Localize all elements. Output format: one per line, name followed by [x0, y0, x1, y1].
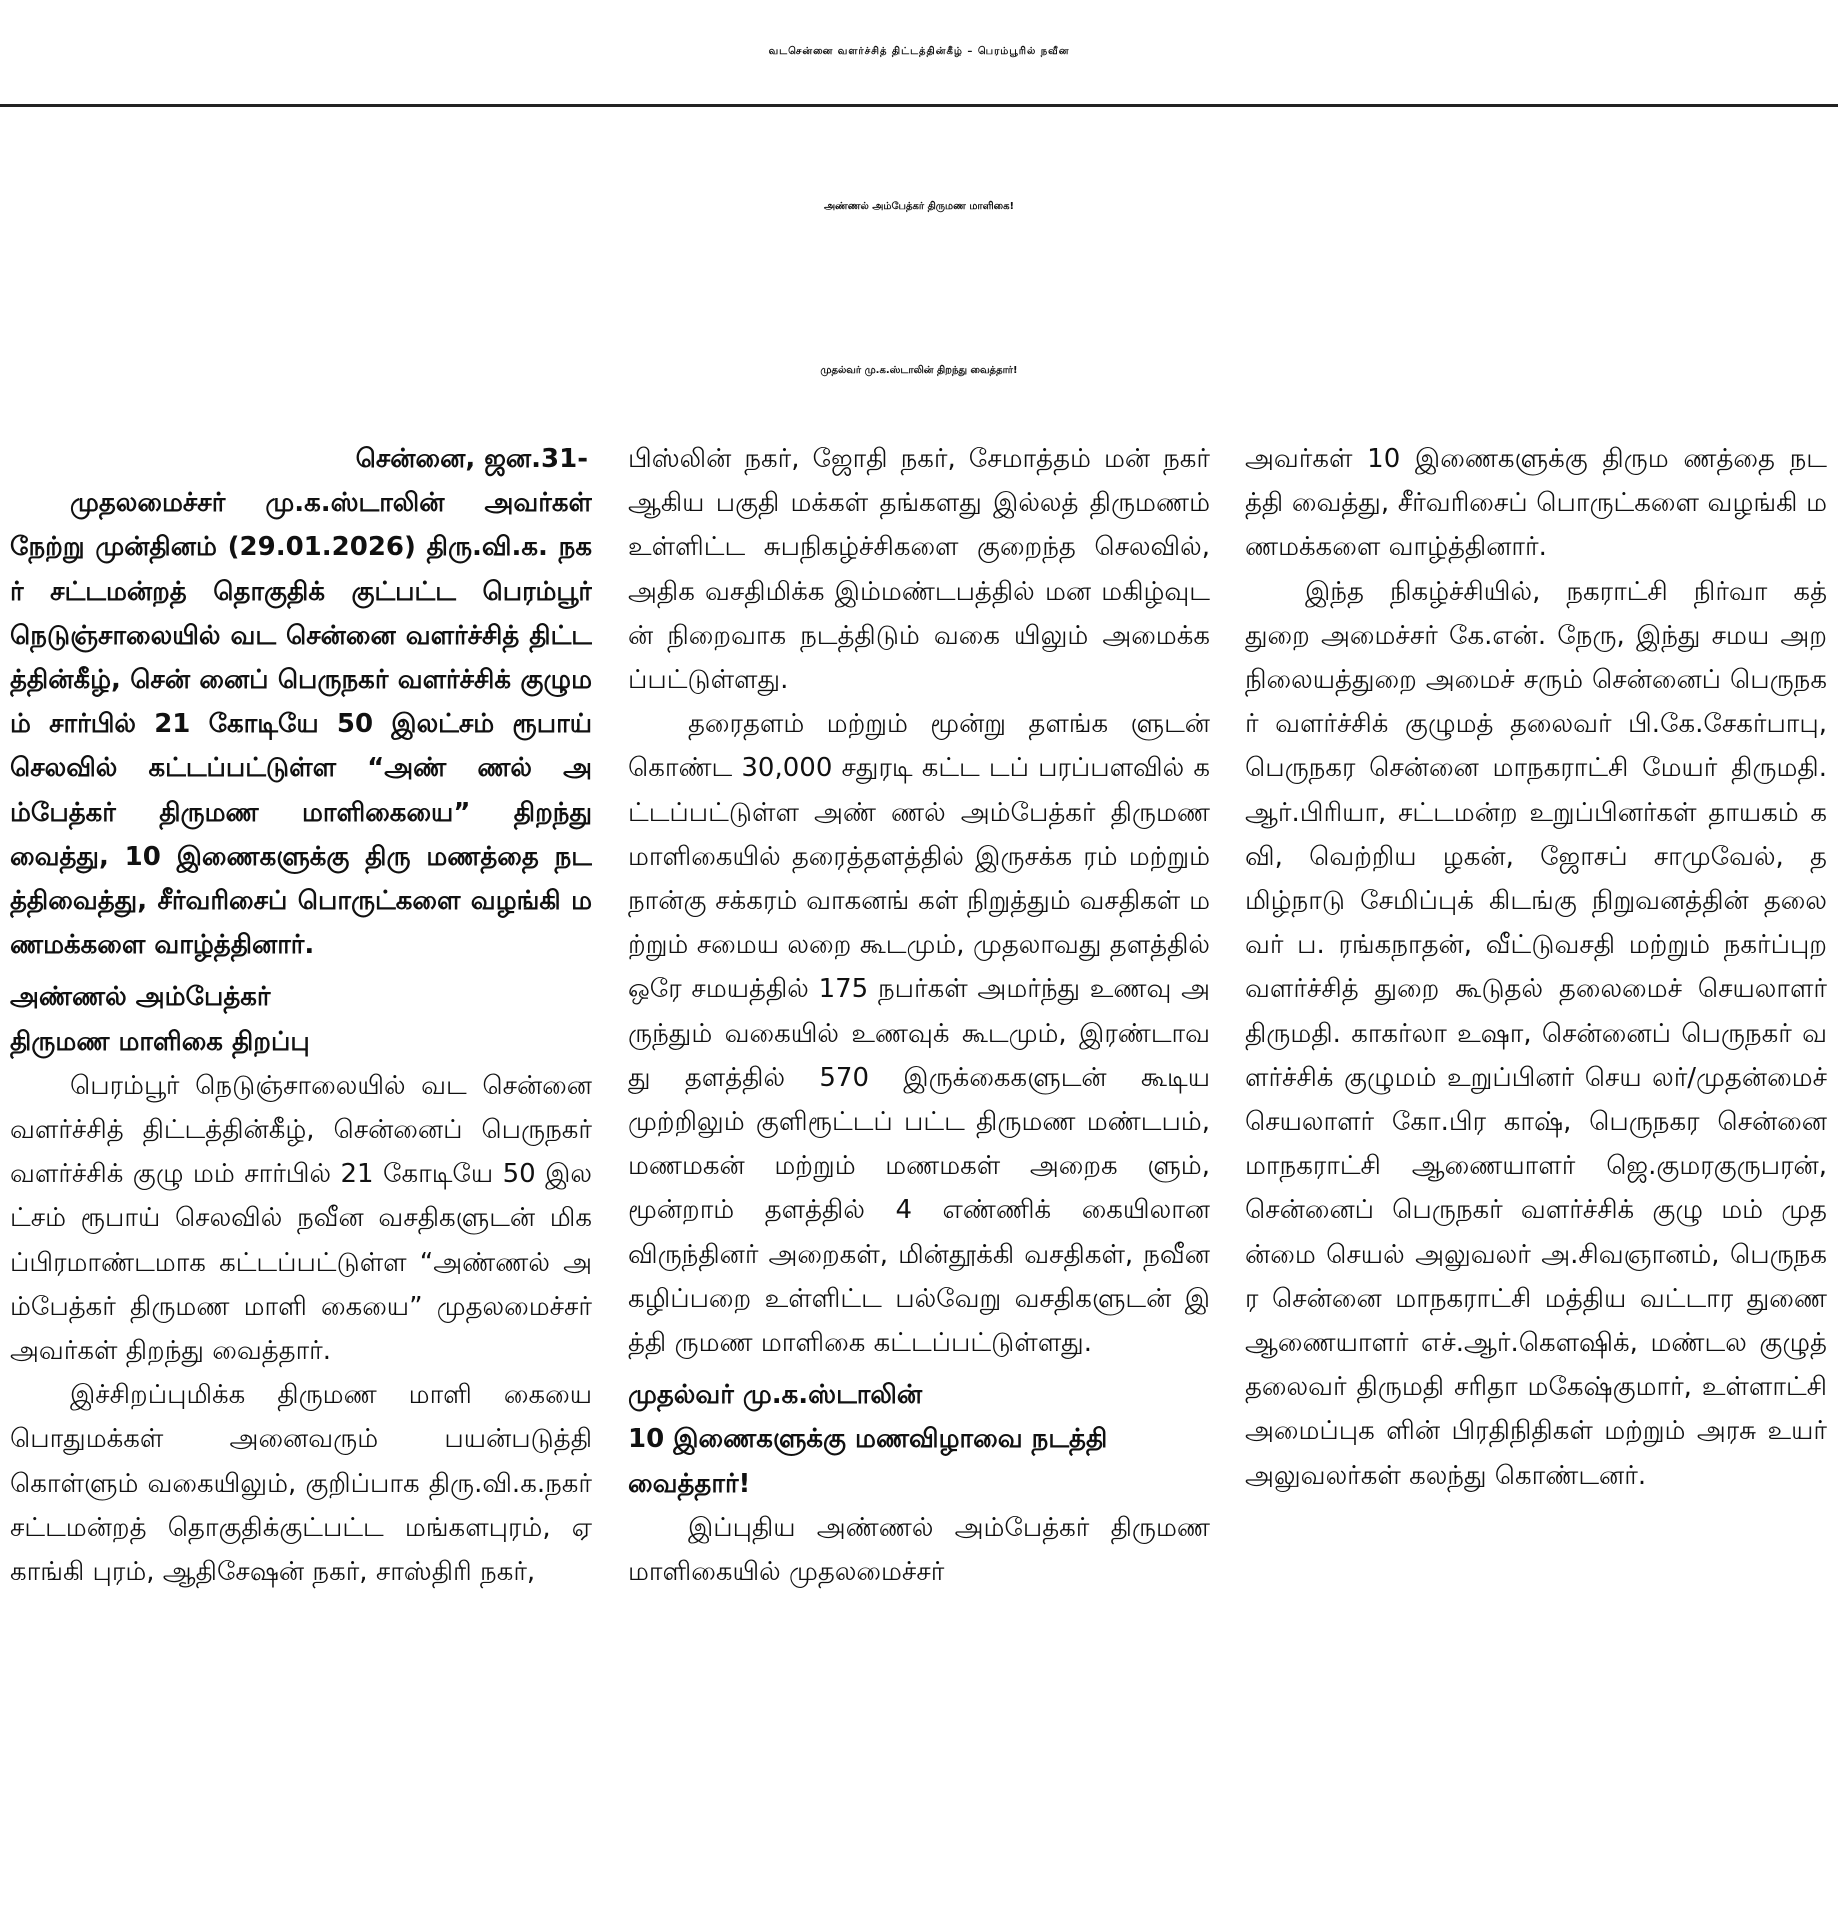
paragraph-1-1: பெரம்பூர் நெடுஞ்சாலையில் வட சென்னை வளர்ச்சித் திட்டத்தின்கீழ், சென்னைப் பெருநகர் வளர்ச்சிக் குழு மம் சார்பில் 21 கோடியே 50 இலட்சம் ரூபாய் செலவில் நவீன வசதிகளுடன் மிகப்பிரமாண்டமாக கட்டப்பட்டுள்ள “அண்ணல் அம்பேத்கர் திருமண மாளி கையை” முதலமைச்சர் அவர்கள் திறந்து வைத்தார்.: [10, 1070, 592, 1367]
article-column-3: [1245, 437, 1827, 1912]
paragraph-3-2: இந்த நிகழ்ச்சியில், நகராட்சி நிர்வா கத் துறை அமைச்சர் கே.என். நேரு, இந்து சமய அறநிலையத்துறை அமைச் சரும் சென்னைப் பெருநகர் வளர்ச்சிக் குழுமத் தலைவர் பி.கே.சேகர்பாபு, பெருநகர சென்னை மாநகராட்சி மேயர் திருமதி.ஆர்.பிரியா, சட்டமன்ற உறுப்பினர்கள் தாயகம் கவி, வெற்றிய ழகன், ஜோசப் சாமுவேல், தமிழ்நாடு சேமிப்புக் கிடங்கு நிறுவனத்தின் தலை வர் ப. ரங்கநாதன், வீட்டுவசதி மற்றும் நகர்ப்புற வளர்ச்சித் துறை கூடுதல் தலைமைச் செயலாளர் திருமதி. காகர்லா உஷா, சென்னைப் பெருநகர் வளர்ச்சிக் குழுமம் உறுப்பினர் செய லர்/முதன்மைச் செயலாளர் கோ.பிர காஷ், பெருநகர சென்னை மாநகராட்சி ஆணையாளர் ஜெ.குமரகுருபரன், சென்னைப் பெருநகர் வளர்ச்சிக் குழு மம் முதன்மை செயல் அலுவலர் அ.சிவஞானம், பெருநகர சென்னை மாநகராட்சி மத்திய வட்டார துணை ஆணையாளர் எச்.ஆர்.கௌஷிக், மண்டல குழுத் தலைவர் திருமதி சரிதா மகேஷ்குமார், உள்ளாட்சி அமைப்புக ளின் பிரதிநிதிகள் மற்றும் அரசு உயர் அலுவலர்கள் கலந்து கொண்டனர்.: [1245, 576, 1827, 1491]
headline-divider: [0, 104, 1838, 107]
paragraph-3-1: அவர்கள் 10 இணைகளுக்கு திரும ணத்தை நடத்தி வைத்து, சீர்வரிசைப் பொருட்களை வழங்கி மணமக்களை வாழ்த்தினார்.: [1245, 444, 1827, 563]
section-subheading-1a: அண்ணல் அம்பேத்கர்: [10, 982, 271, 1013]
main-headline: அண்ணல் அம்பேத்கர் திருமண மாளிகை!: [823, 201, 1015, 212]
lead-paragraph: முதலமைச்சர் மு.க.ஸ்டாலின் அவர்கள் நேற்று முன்தினம் (29.01.2026) திரு.வி.க. நகர் சட்டமன்றத் தொகுதிக் குட்பட்ட பெரம்பூர் நெடுஞ்சாலையில் வட சென்னை வளர்ச்சித் திட்டத்தின்கீழ், சென் னைப் பெருநகர் வளர்ச்சிக் குழுமம் சார்பில் 21 கோடியே 50 இலட்சம் ரூபாய் செலவில் கட்டப்பட்டுள்ள “அண் ணல் அம்பேத்கர் திருமண மாளிகையை” திறந்து வைத்து, 10 இணைகளுக்கு திரு மணத்தை நடத்திவைத்து, சீர்வரிசைப் பொருட்களை வழங்கி மணமக்களை வாழ்த்தினார்.: [10, 488, 592, 961]
sub-headline: முதல்வர் மு.க.ஸ்டாலின் திறந்து வைத்தார்!: [820, 365, 1018, 376]
dateline: சென்னை, ஜன.31-: [355, 444, 588, 474]
article-column-1: [10, 437, 592, 1912]
paragraph-1-2: இச்சிறப்புமிக்க திருமண மாளி கையை பொதுமக்கள் அனைவரும் பயன்படுத்தி கொள்ளும் வகையிலும், குறிப்பாக திரு.வி.க.நகர் சட்டமன்றத் தொகுதிக்குட்பட்ட மங்களபுரம், ஏகாங்கி புரம், ஆதிசேஷன் நகர், சாஸ்திரி நகர்,: [10, 1380, 592, 1588]
paragraph-2-1: பிஸ்லின் நகர், ஜோதி நகர், சேமாத்தம் மன் நகர் ஆகிய பகுதி மக்கள் தங்களது இல்லத் திருமணம் உள்ளிட்ட சுபநிகழ்ச்சிகளை குறைந்த செலவில், அதிக வசதிமிக்க இம்மண்டபத்தில் மன மகிழ்வுடன் நிறைவாக நடத்திடும் வகை யிலும் அமைக்கப்பட்டுள்ளது.: [628, 444, 1210, 696]
section-subheading-2b: 10 இணைகளுக்கு மணவிழாவை நடத்தி: [628, 1424, 1108, 1455]
paragraph-2-2: தரைதளம் மற்றும் மூன்று தளங்க ளுடன் கொண்ட 30,000 சதுரடி கட்ட டப் பரப்பளவில் கட்டப்பட்டுள்ள அண் ணல் அம்பேத்கர் திருமண மாளிகையில் தரைத்தளத்தில் இருசக்க ரம் மற்றும் நான்கு சக்கரம் வாகனங் கள் நிறுத்தும் வசதிகள் மற்றும் சமைய லறை கூடமும், முதலாவது தளத்தில் ஒரே சமயத்தில் 175 நபர்கள் அமர்ந்து உணவு அருந்தும் வகையில் உணவுக் கூடமும், இரண்டாவது தளத்தில் 570 இருக்கைகளுடன் கூடிய முற்றிலும் குளிரூட்டப் பட்ட திருமண மண்டபம், மணமகன் மற்றும் மணமகள் அறைக ளும், மூன்றாம் தளத்தில் 4 எண்ணிக் கையிலான விருந்தினர் அறைகள், மின்தூக்கி வசதிகள், நவீன கழிப்பறை உள்ளிட்ட பல்வேறு வசதிகளுடன் இத்தி ருமண மாளிகை கட்டப்பட்டுள்ளது.: [628, 709, 1210, 1359]
section-subheading-1b: திருமண மாளிகை திறப்பு: [10, 1026, 310, 1057]
section-subheading-2c: வைத்தார்!: [628, 1468, 751, 1499]
article-column-2: [628, 437, 1210, 1912]
section-subheading-2a: முதல்வர் மு.க.ஸ்டாலின்: [628, 1380, 923, 1411]
kicker-headline: வடசென்னை வளர்ச்சித் திட்டத்தின்கீழ் – பெரம்பூரில் நவீன: [768, 46, 1070, 57]
paragraph-2-3: இப்புதிய அண்ணல் அம்பேத்கர் திருமண மாளிகையில் முதலமைச்சர்: [628, 1512, 1210, 1588]
